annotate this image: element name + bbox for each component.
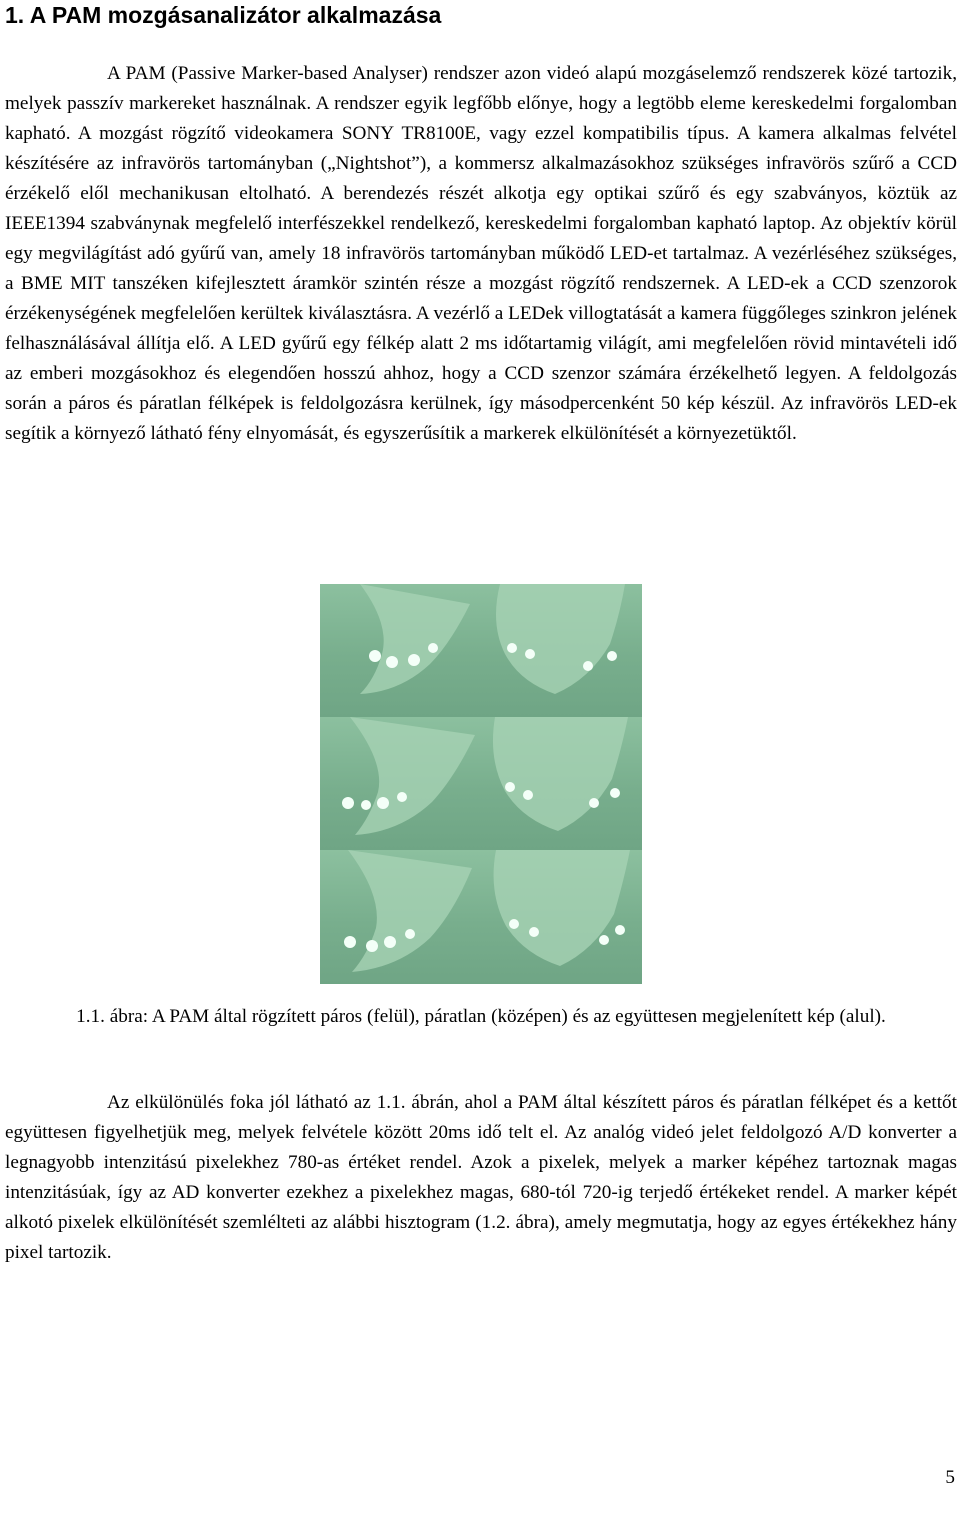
paragraph-intro: A PAM (Passive Marker-based Analyser) rendszer azon videó alapú mozgáselemző rendszerek közé tartozik, melyek passzív markereket használnak. A rendszer egyik legfőbb előnye, hogy a legtöbb eleme kereskedelmi forgalomban kapható. A mozgást rögzítő videokamera SONY TR8100E, vagy ezzel kompatibilis típus. A kamera alkalmas felvétel készítésére az infravörös tartományban („Nightshot”), a kommersz alkalmazásokhoz szükséges infravörös szűrő a CCD érzékelő elől mechanikusan eltolható. A berendezés részét alkotja egy optikai szűrő és egy szabványos, köztük az IEEE1394 szabványnak megfelelő interfészekkel rendelkező, kereskedelmi forgalomban kapható laptop. Az objektív körül egy megvilágítást adó gyűrű van, amely 18 infravörös tartományban működő LED-et tartalmaz. A vezérléséhez szükséges, a BME MIT tanszéken kifejlesztett áramkör szintén része a mozgást rögzítő rendszernek. A LED-ek a CCD szenzorok érzékenységének megfelelően kerültek kiválasztásra. A vezérlő a LEDek villogtatását a kamera függőleges szinkron jelének felhasználásával állítja elő. A LED gyűrű egy félkép alatt 2 ms időtartamig világít, ami megfelelően rövid mintavételi idő az emberi mozgásokhoz és elegendően hosszú ahhoz, hogy a CCD szenzor számára érzékelhető legyen. A feldolgozás során a páros és páratlan félképek is feldolgozásra kerülnek, így másodpercenként 50 kép készül. Az infravörös LED-ek segítik a környező látható fény elnyomását, és egyszerűsítik a markerek elkülönítését a környezetüktől.	[5, 63, 957, 444]
figure-caption: 1.1. ábra: A PAM által rögzített páros (felül), páratlan (középen) és az együttesen megjelenített kép (alul).	[76, 1006, 886, 1027]
hand-marker-figure	[320, 584, 642, 984]
odd-field-image	[320, 717, 642, 850]
section-heading: 1. A PAM mozgásanalizátor alkalmazása	[5, 2, 442, 28]
combined-image	[320, 850, 642, 984]
even-field-image	[320, 584, 642, 717]
page-number: 5	[945, 1467, 955, 1488]
paragraph-histogram: Az elkülönülés foka jól látható az 1.1. ábrán, ahol a PAM által készített páros és páratlan félképet és a kettőt együttesen figyelhetjük meg, melyek felvétele között 20ms idő telt el. Az analóg videó jelet feldolgozó A/D konverter a legnagyobb intenzitású pixelekhez 780-as értéket rendel. Azok a pixelek, melyek a marker képéhez tartoznak magas intenzitásúak, így az AD konverter ezekhez a pixelekhez magas, 680-tól 720-ig terjedő értékeket rendel. A marker képét alkotó pixelek elkülönítését szemlélteti az alábbi hisztogram (1.2. ábra), amely megmutatja, hogy az egyes értékekhez hány pixel tartozik.	[5, 1092, 957, 1263]
